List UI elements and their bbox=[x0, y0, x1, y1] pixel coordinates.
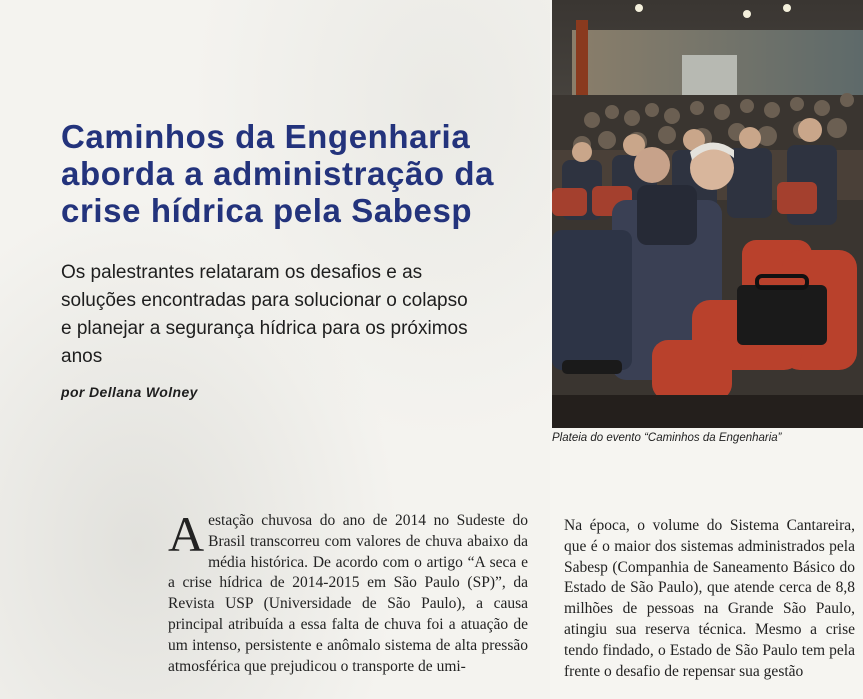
body-column-1 bbox=[168, 506, 528, 677]
photo-caption: Plateia do evento “Caminhos da Engenharia” bbox=[552, 432, 782, 444]
drop-cap: A bbox=[168, 506, 205, 562]
column-1-text: estação chuvosa do ano de 2014 no Sudeste do Brasil transcorreu com valores de chuva abaixo da média histórica. De acordo com o artigo “A seca e a crise hídrica de 2014-2015 em São Paulo (SP)”, da Revista USP (Universidade de São Paulo), a causa principal atribuída a essa falta de chuva foi a atuação de um intenso, persistente e anômalo sistema de alta pressão atmosférica que prejudicou o transporte de umi- bbox=[168, 512, 528, 675]
article-byline: por Dellana Wolney bbox=[61, 384, 198, 400]
audience-photo bbox=[552, 0, 863, 428]
article-standfirst: Os palestrantes relataram os desafios e as soluções encontradas para solucionar o colapso e planejar a segurança hídrica para os próximos anos bbox=[61, 262, 468, 367]
body-column-2: Na época, o volume do Sistema Cantareira, que é o maior dos sistemas administrados pela Sabesp (Companhia de Saneamento Básico do Estado de São Paulo), que atende cerca de 8,8 milhões de pessoas na Grande São Paulo, atingiu sua reserva técnica. Mesmo a crise tendo findado, o Estado de São Paulo tem pela frente o desafio de repensar sua gestão bbox=[564, 517, 855, 680]
article-headline: Caminhos da Engenharia aborda a administração da crise hídrica pela Sabesp bbox=[61, 118, 495, 229]
